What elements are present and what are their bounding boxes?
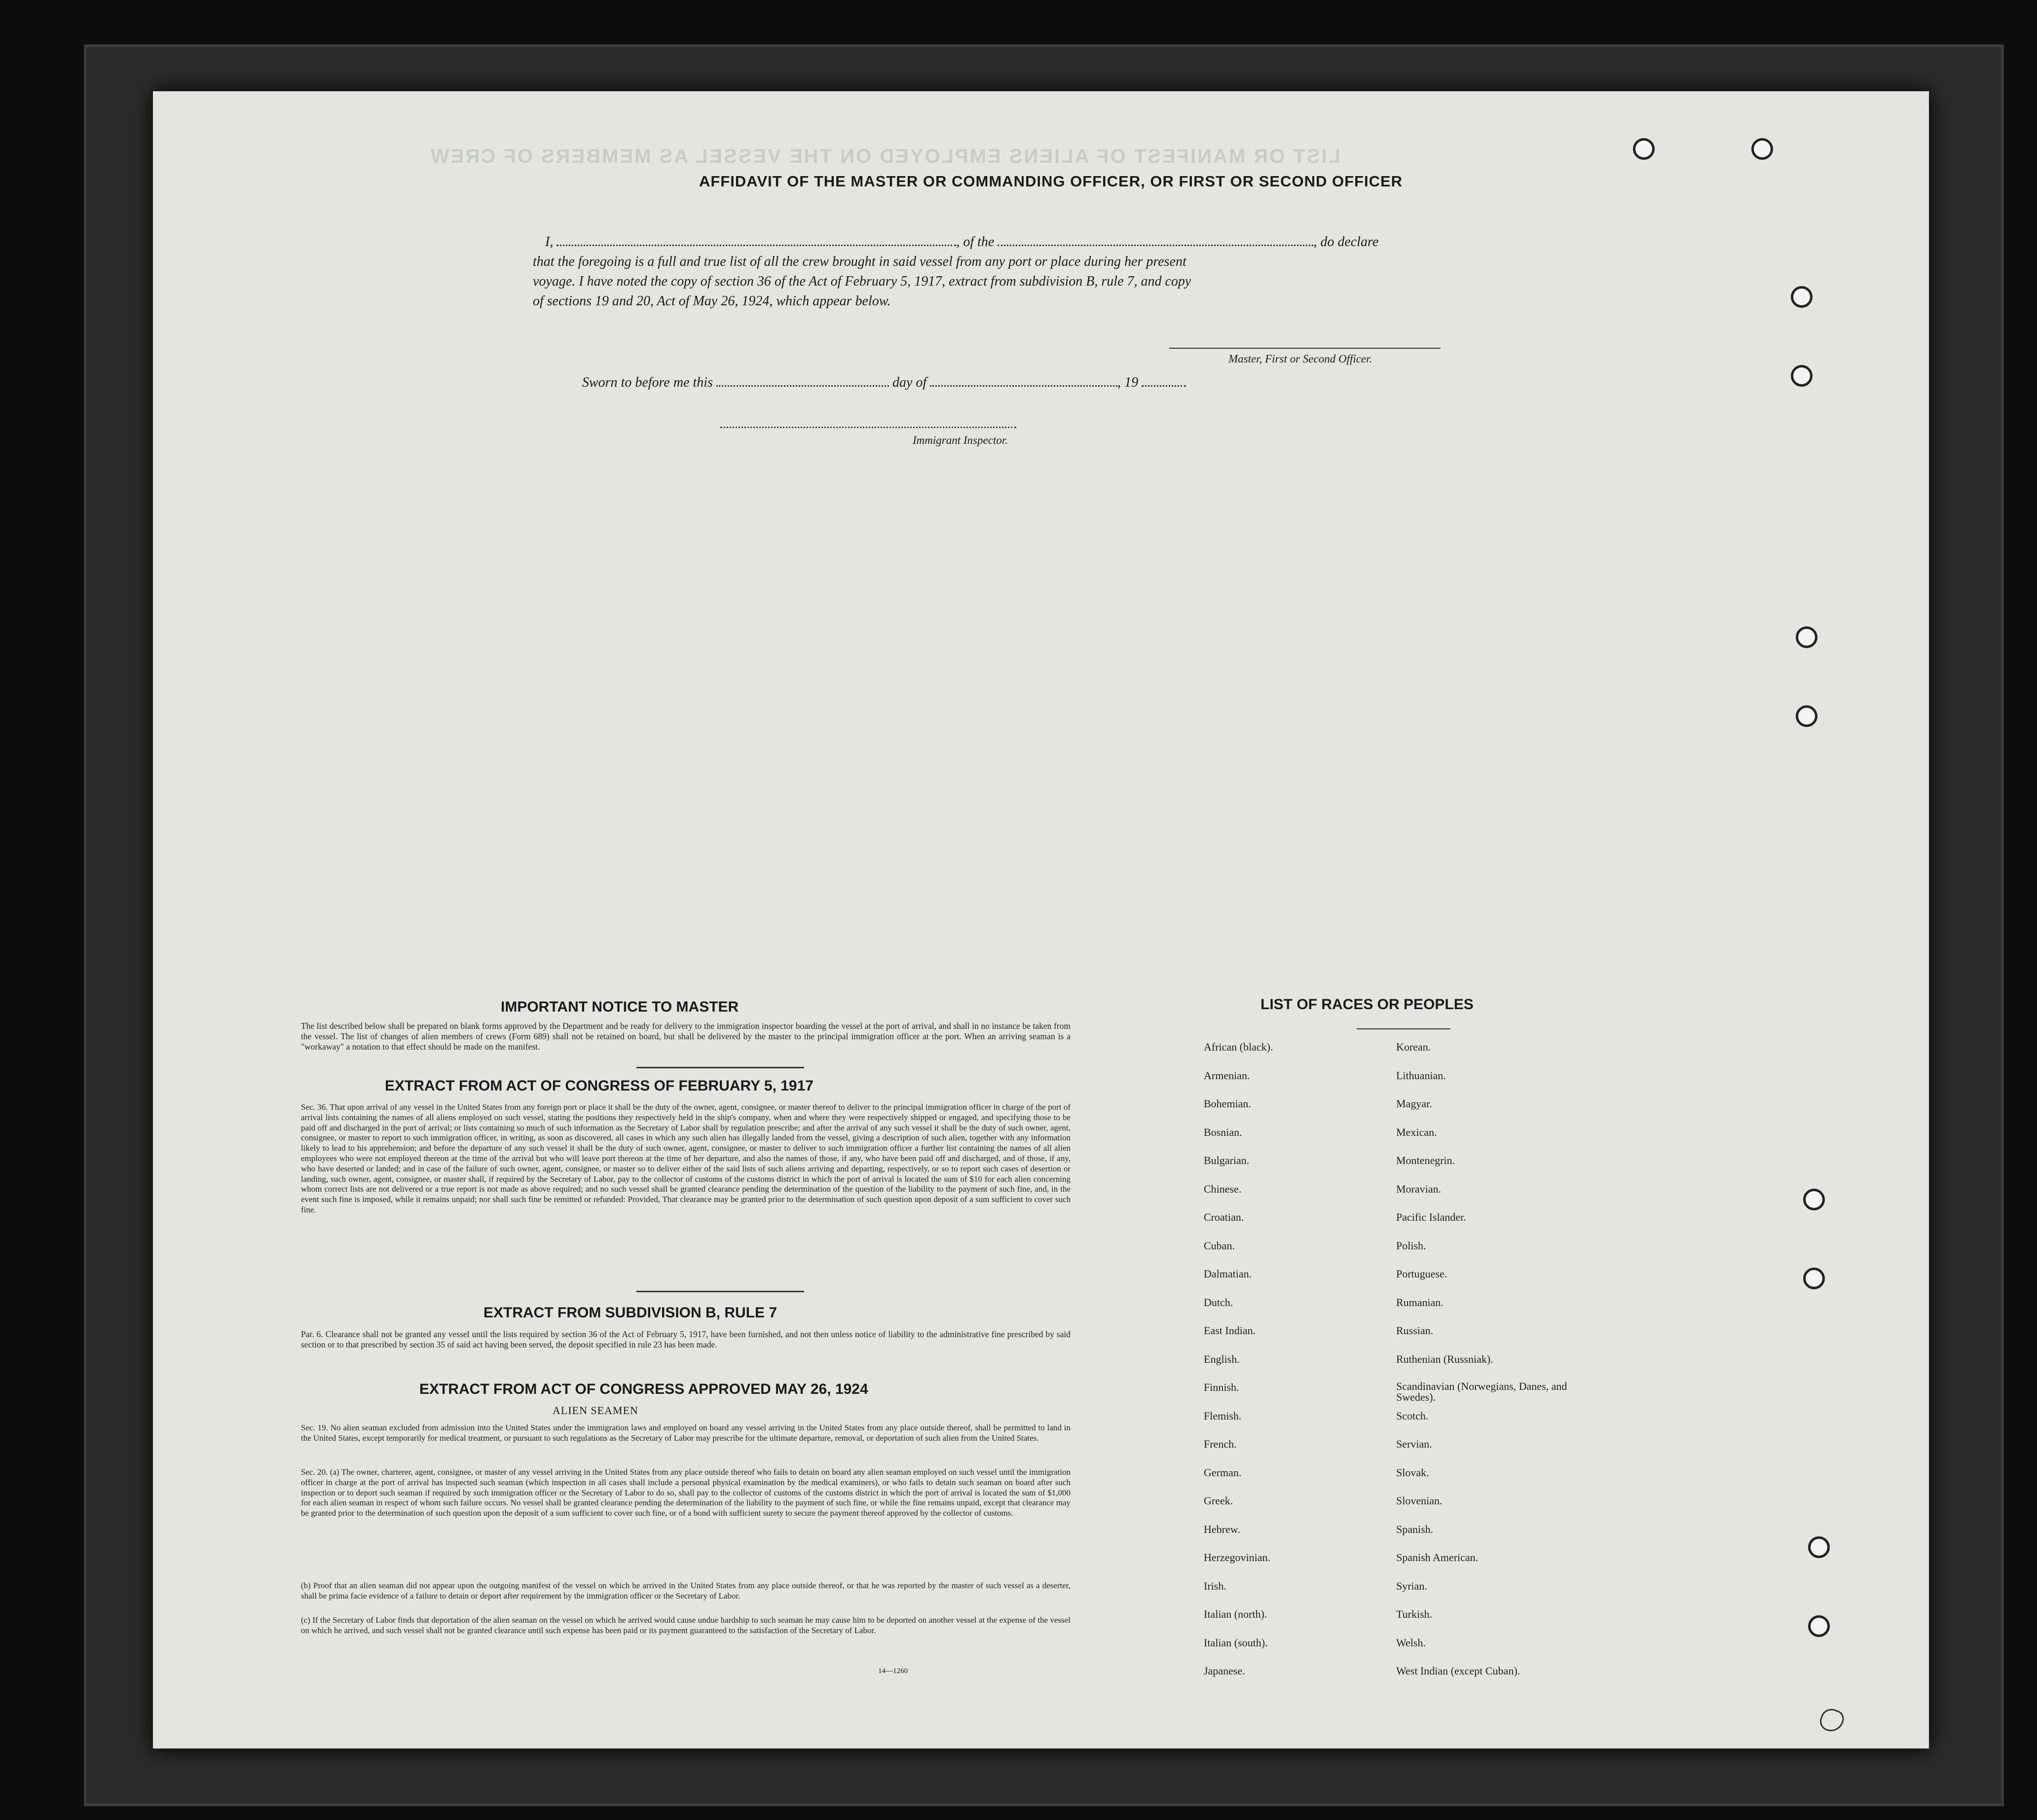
divider [636,1291,804,1292]
bleed-through-title: LIST OR MANIFEST OF ALIENS EMPLOYED ON THE VESSEL AS MEMBERS OF CREW [429,146,1341,167]
race-list-item: Welsh. [1396,1636,1426,1649]
race-list-item: Moravian. [1396,1182,1442,1195]
race-list-item: Montenegrin. [1396,1154,1455,1166]
race-list-item: Finnish. [1204,1381,1239,1393]
race-list-item: Japanese. [1204,1665,1245,1677]
race-list-item: Bosnian. [1204,1126,1242,1138]
race-list-item: Croatian. [1204,1211,1244,1223]
race-list-item: Dalmatian. [1204,1268,1252,1280]
race-list-item: Magyar. [1396,1097,1432,1110]
signature-line [1169,348,1441,349]
affidavit-line-4: of sections 19 and 20, Act of May 26, 1924, which appear below. [533,293,891,309]
race-list-item: Ruthenian (Russniak). [1396,1352,1493,1365]
race-list-item: African (black). [1204,1041,1273,1053]
race-list-item: Korean. [1396,1041,1431,1053]
race-list-item: English. [1204,1352,1240,1365]
race-list-item: Slovenian. [1396,1494,1443,1507]
race-list-item: Lithuanian. [1396,1069,1446,1082]
race-list-item: German. [1204,1466,1242,1479]
rule7-title: EXTRACT FROM SUBDIVISION B, RULE 7 [483,1305,778,1321]
binder-hole [1796,705,1817,727]
race-list-item: Rumanian. [1396,1296,1444,1309]
inspector-signature-line [720,427,1016,429]
sec20c-text: (c) If the Secretary of Labor finds that deportation of the alien seaman on the vessel on which he arrived would cause undue hardship to such seaman he may cause him to be deported on another vessel at the expense of the vessel on which he arrived, and such vessel shall not be granted clearance until such expense has been paid or its payment guaranteed to the satisfaction of the Secretary of Labor. [301,1615,1071,1635]
handwritten-mark [1817,1706,1847,1735]
binder-hole [1791,286,1813,308]
race-list-item: Scandinavian (Norwegians, Danes, and Swedes). [1396,1380,1567,1403]
affidavit-line-3: voyage. I have noted the copy of section 36 of the Act of February 5, 1917, extract from subdivision B, rule 7, and copy [533,274,1191,289]
race-list-item: Italian (south). [1204,1636,1268,1649]
extract-1917-title: EXTRACT FROM ACT OF CONGRESS OF FEBRUARY 5, 1917 [385,1078,814,1094]
race-list-item: Mexican. [1396,1126,1437,1138]
race-list-item: Greek. [1204,1494,1233,1507]
race-list-item: Flemish. [1204,1409,1242,1422]
race-list-item: East Indian. [1204,1324,1256,1337]
document-page [153,91,1929,1748]
notice-text: The list described below shall be prepared on blank forms approved by the Department and be ready for delivery to the immigration inspector boarding the vessel at the port of arrival, and shall in no instance be taken from the vessel. The list of changes of alien members of crews (Form 689) shall not be retained on board, but shall be delivered by the master to the principal immigration officer at the port. When an arriving seaman is a "workaway" a notation to that effect should be made on the manifest. [301,1021,1071,1052]
race-list-item: Slovak. [1396,1466,1429,1479]
race-list-item: Portuguese. [1396,1268,1447,1280]
divider [1357,1028,1450,1029]
binder-hole [1796,626,1817,648]
sec19-text: Sec. 19. No alien seaman excluded from admission into the United States under the immigration laws and employed on board any vessel arriving in the United States from any place outside thereof, shall be permitted to land in the United States, except temporarily for medical treatment, or pursuant to such regulations as the Secretary of Labor may prescribe for the ultimate departure, removal, or deportation of such alien from the United States. [301,1423,1071,1443]
race-list-item: Herzegovinian. [1204,1551,1270,1564]
inspector-label: Immigrant Inspector. [913,434,1008,446]
binder-hole [1803,1189,1825,1210]
races-title: LIST OF RACES OR PEOPLES [1260,996,1474,1013]
divider [636,1067,804,1068]
binder-hole [1808,1615,1830,1637]
binder-hole [1808,1536,1830,1558]
race-list-item: French. [1204,1438,1237,1450]
race-list-item: Chinese. [1204,1182,1242,1195]
race-list-item: Irish. [1204,1579,1226,1592]
affidavit-title: AFFIDAVIT OF THE MASTER OR COMMANDING OFFICER, OR FIRST OR SECOND OFFICER [699,173,1403,190]
binder-hole [1791,365,1813,387]
notice-title: IMPORTANT NOTICE TO MASTER [501,999,739,1015]
master-signature-label: Master, First or Second Officer. [1228,353,1372,365]
race-list-item: Armenian. [1204,1069,1250,1082]
race-list-item: Bohemian. [1204,1097,1251,1110]
race-list-item: West Indian (except Cuban). [1396,1665,1520,1677]
race-list-item: Russian. [1396,1324,1434,1337]
race-list-item: Scotch. [1396,1409,1429,1422]
race-list-item: Syrian. [1396,1579,1427,1592]
race-list-item: Turkish. [1396,1608,1433,1620]
race-list-item: Italian (north). [1204,1608,1267,1620]
binder-hole [1803,1268,1825,1289]
alien-seamen-subtitle: ALIEN SEAMEN [553,1404,638,1417]
affidavit-line-1: I, , of the , do declare [545,234,1379,250]
race-list-item: Pacific Islander. [1396,1211,1466,1223]
sec20a-text: Sec. 20. (a) The owner, charterer, agent, consignee, or master of any vessel arriving in the United States from any place outside thereof who fails to detain on board any alien seaman employed on such vessel until the immigration officer in charge at the port of arrival has inspected such seaman (which inspection in all cases shall include a personal physical examination by the medical examiners), or who fails to detain such seaman on board after such inspection or to deport such seaman if required by such immigration officer or the Secretary of Labor to do so, shall pay to the collector of customs of the customs district in which the port of arrival is located the sum of $1,000 for each alien seaman in respect of whom such failure occurs. No vessel shall be granted clearance pending the determination of the liability to the payment of such fine, or while the fine remains unpaid, except that clearance may be granted prior to the determination of such question upon the deposit of a sum sufficient to cover such fine, or of a bond with sufficient surety to secure the payment thereof approved by the collector of customs. [301,1467,1071,1518]
race-list-item: Spanish American. [1396,1551,1479,1564]
form-number: 14—1260 [878,1667,908,1675]
race-list-item: Spanish. [1396,1523,1434,1535]
race-list-item: Polish. [1396,1239,1426,1252]
sworn-line: Sworn to before me this day of , 19 [582,375,1186,391]
binder-hole [1751,138,1773,160]
race-list-item: Bulgarian. [1204,1154,1250,1166]
extract-1924-title: EXTRACT FROM ACT OF CONGRESS APPROVED MAY 26, 1924 [419,1381,868,1397]
race-list-item: Dutch. [1204,1296,1233,1309]
binder-hole [1633,138,1655,160]
affidavit-line-2: that the foregoing is a full and true list of all the crew brought in said vessel from any port or place during her present [533,254,1186,269]
sec20b-text: (b) Proof that an alien seaman did not appear upon the outgoing manifest of the vessel on which he arrived in the United States from any place outside thereof, or that he was reported by the master of such vessel as a deserter, shall be prima facie evidence of a failure to detain or deport after requirement by the immigration officer or the Secretary of Labor. [301,1581,1071,1601]
extract-1917-text: Sec. 36. That upon arrival of any vessel in the United States from any foreign port or place it shall be the duty of the owner, agent, consignee, or master thereof to deliver to the principal immigration officer in charge of the port of arrival lists containing the names of all aliens employed on such vessel, stating the positions they respectively held in the ship's company, when and where they were respectively shipped or engaged, and specifying those to be paid off and discharged in the port of arrival; or lists containing so much of such information as the Secretary of Labor shall by regulation prescribe; and after the arrival of any such vessel it shall be the duty of such owner, agent, consignee, or master to report to such immigration officer, in writing, as soon as discovered, all cases in which any such alien has illegally landed from the vessel, giving a description of such alien, together with any information likely to lead to his apprehension; and before the departure of any such vessel it shall be the duty of such owner, agent, consignee, or master to deliver to such immigration officer a further list containing the names of all alien employees who were not employed thereon at the time of the arrival but who will leave port thereon at the time of her departure, and also the names of those, if any, who have been paid off and discharged, and of those, if any, who have deserted or landed; and in case of the failure of such owner, agent, consignee, or master so to deliver either of the said lists of such aliens arriving and departing, respectively, or so to report such cases of desertion or landing, such owner, agent, consignee, or master shall, if required by the Secretary of Labor, pay to the collector of customs of the customs district in which the port of arrival is located the sum of $10 for each alien concerning whom correct lists are not delivered or a true report is not made as above required; and no such vessel shall be granted clearance pending the determination of the question of the liability to the payment of such fine, and, in the event such fine is imposed, while it remains unpaid; nor shall such fine be remitted or refunded: Provided, That clearance may be granted prior to the determination of such question upon deposit of a sum sufficient to cover such fine. [301,1102,1071,1214]
race-list-item: Hebrew. [1204,1523,1240,1535]
rule7-text: Par. 6. Clearance shall not be granted any vessel until the lists required by section 36 of the Act of February 5, 1917, have been furnished, and not then unless notice of liability to the administrative fine prescribed by said section or to that prescribed by section 35 of said act having been served, the deposit specified in rule 23 has been made. [301,1329,1071,1349]
race-list-item: Servian. [1396,1438,1432,1450]
race-list-item: Cuban. [1204,1239,1235,1252]
